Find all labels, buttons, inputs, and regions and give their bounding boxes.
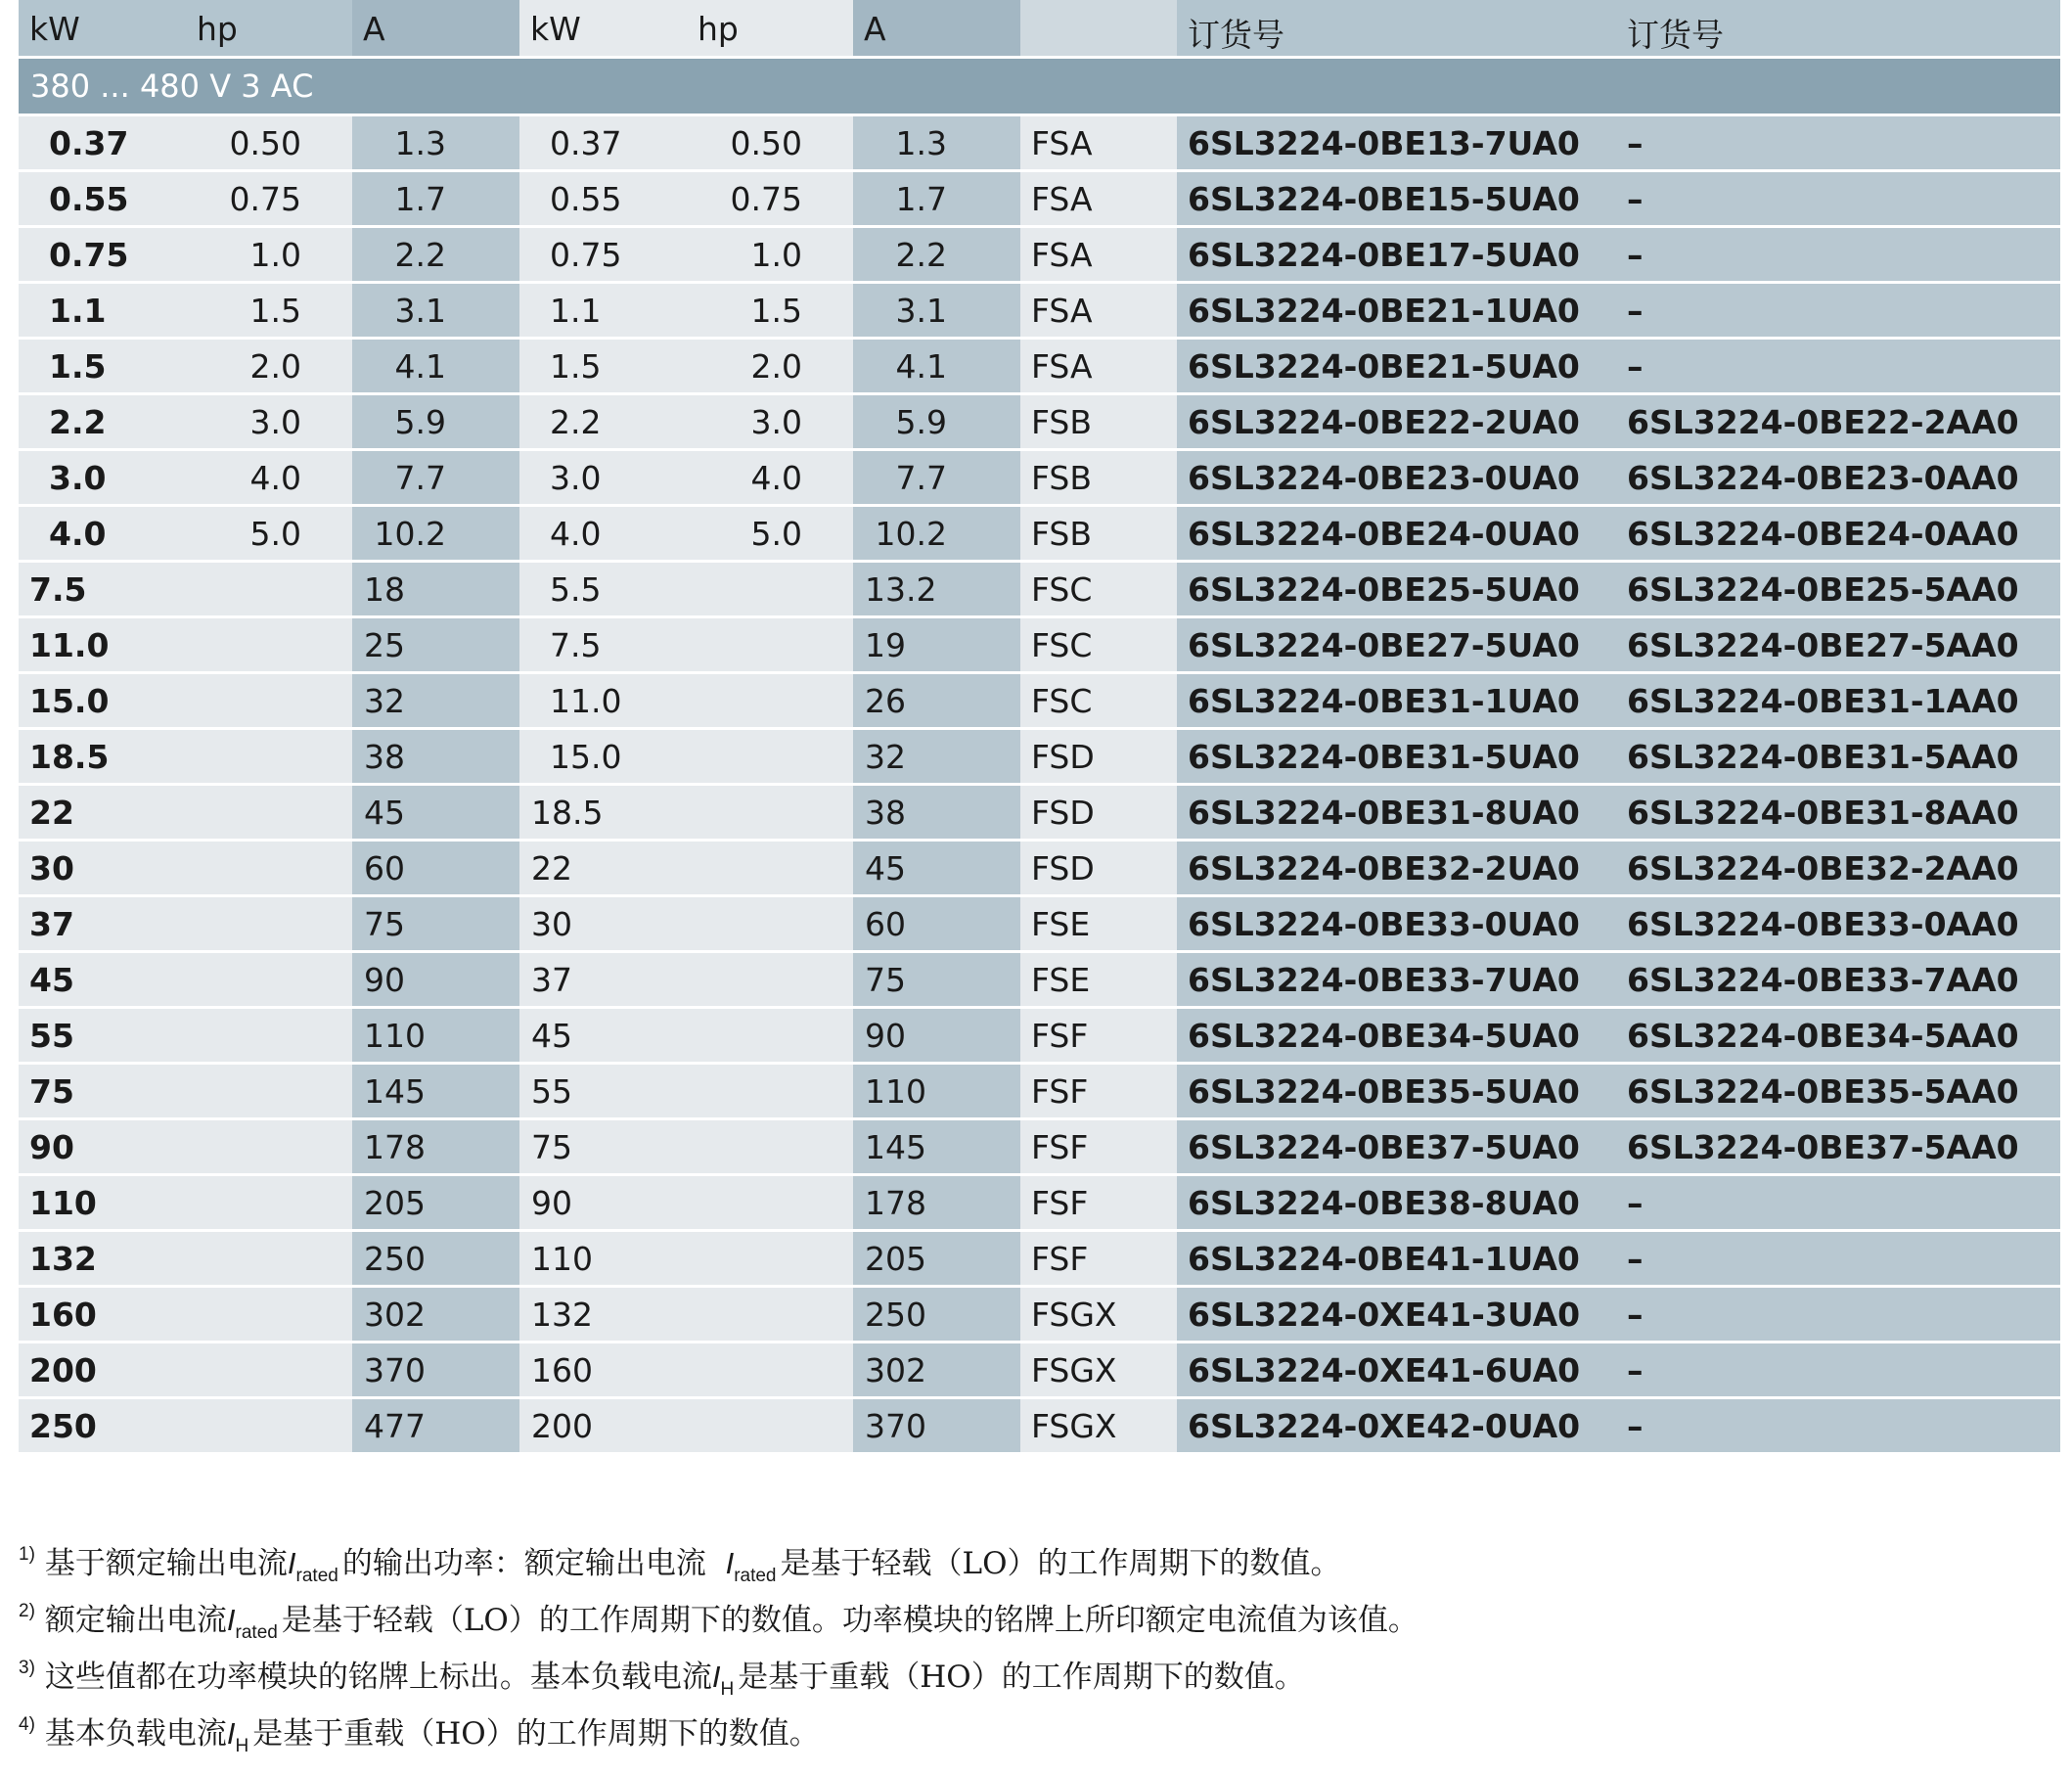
frame-size: FSB xyxy=(1020,506,1177,562)
frame-size: FSGX xyxy=(1020,1287,1177,1343)
current-lo: 2.2 xyxy=(352,227,519,283)
footnote-text: 基于额定输出电流 xyxy=(44,1546,288,1581)
header-hp-ho: hp xyxy=(687,0,853,58)
power-hp-lo xyxy=(186,1064,352,1119)
order-number-2: – xyxy=(1616,1343,2060,1398)
table-row xyxy=(19,1398,2060,1454)
power-hp-ho xyxy=(687,1175,853,1231)
power-hp-lo xyxy=(186,1343,352,1398)
header-kw-ho: kW xyxy=(519,0,687,58)
footnote-text: 的输出功率：额定输出电流 xyxy=(341,1546,706,1581)
current-ho: 60 xyxy=(853,896,1020,952)
power-hp-lo: 5.0 xyxy=(186,506,352,562)
order-number-1: 6SL3224-0BE31-5UA0 xyxy=(1177,729,1616,785)
current-lo: 10.2 xyxy=(352,506,519,562)
power-hp-ho xyxy=(687,1343,853,1398)
header-a-lo: A xyxy=(352,0,519,58)
power-hp-lo xyxy=(186,952,352,1008)
frame-size: FSD xyxy=(1020,841,1177,896)
current-lo: 18 xyxy=(352,562,519,617)
power-hp-ho: 0.75 xyxy=(687,171,853,227)
power-kw-lo: 7.5 xyxy=(19,562,186,617)
power-kw-lo: 90 xyxy=(19,1119,186,1175)
table-row xyxy=(19,952,2060,1008)
current-lo: 90 xyxy=(352,952,519,1008)
frame-size: FSE xyxy=(1020,896,1177,952)
header-hp-lo: hp xyxy=(186,0,352,58)
current-lo: 178 xyxy=(352,1119,519,1175)
current-symbol: I xyxy=(226,1716,236,1751)
table-row xyxy=(19,1008,2060,1064)
power-hp-lo: 0.50 xyxy=(186,115,352,171)
table-row xyxy=(19,450,2060,506)
footnote-1 xyxy=(19,1526,2053,1586)
power-kw-ho: 4.0 xyxy=(519,506,687,562)
footnote-marker: 3) xyxy=(19,1658,35,1678)
frame-size: FSE xyxy=(1020,952,1177,1008)
spec-table-container xyxy=(19,0,2060,1455)
power-hp-ho xyxy=(687,617,853,673)
current-ho: 1.3 xyxy=(853,115,1020,171)
current-lo: 205 xyxy=(352,1175,519,1231)
table-row xyxy=(19,339,2060,394)
order-number-1: 6SL3224-0BE31-1UA0 xyxy=(1177,673,1616,729)
power-kw-ho: 110 xyxy=(519,1231,687,1287)
order-number-1: 6SL3224-0BE33-7UA0 xyxy=(1177,952,1616,1008)
power-hp-lo xyxy=(186,1175,352,1231)
current-lo: 60 xyxy=(352,841,519,896)
order-number-2: 6SL3224-0BE24-0AA0 xyxy=(1616,506,2060,562)
current-ho: 75 xyxy=(853,952,1020,1008)
power-hp-ho: 4.0 xyxy=(687,450,853,506)
section-row xyxy=(19,58,2060,115)
power-kw-lo: 1.1 xyxy=(19,283,186,339)
footnote-text: 额定输出电流 xyxy=(44,1603,227,1638)
power-hp-ho xyxy=(687,785,853,841)
order-number-1: 6SL3224-0BE31-8UA0 xyxy=(1177,785,1616,841)
power-kw-lo: 132 xyxy=(19,1231,186,1287)
order-number-2: 6SL3224-0BE33-0AA0 xyxy=(1616,896,2060,952)
current-ho: 26 xyxy=(853,673,1020,729)
power-kw-ho: 7.5 xyxy=(519,617,687,673)
order-number-1: 6SL3224-0BE37-5UA0 xyxy=(1177,1119,1616,1175)
footnote-text: 是基于重载（HO）的工作周期下的数值。 xyxy=(252,1716,820,1752)
current-lo: 75 xyxy=(352,896,519,952)
order-number-1: 6SL3224-0BE32-2UA0 xyxy=(1177,841,1616,896)
power-hp-ho xyxy=(687,1231,853,1287)
power-hp-lo: 1.5 xyxy=(186,283,352,339)
power-kw-ho: 30 xyxy=(519,896,687,952)
order-number-2: – xyxy=(1616,171,2060,227)
current-lo: 145 xyxy=(352,1064,519,1119)
power-kw-ho: 18.5 xyxy=(519,785,687,841)
power-kw-ho: 2.2 xyxy=(519,394,687,450)
power-hp-ho: 1.5 xyxy=(687,283,853,339)
power-kw-lo: 0.55 xyxy=(19,171,186,227)
footnote-text: 基本负载电流 xyxy=(44,1716,227,1752)
order-number-1: 6SL3224-0BE38-8UA0 xyxy=(1177,1175,1616,1231)
table-row xyxy=(19,227,2060,283)
power-kw-ho: 55 xyxy=(519,1064,687,1119)
order-number-2: 6SL3224-0BE31-8AA0 xyxy=(1616,785,2060,841)
current-lo: 370 xyxy=(352,1343,519,1398)
current-ho: 7.7 xyxy=(853,450,1020,506)
power-kw-ho: 37 xyxy=(519,952,687,1008)
order-number-1: 6SL3224-0XE41-3UA0 xyxy=(1177,1287,1616,1343)
current-lo: 110 xyxy=(352,1008,519,1064)
power-hp-lo: 1.0 xyxy=(186,227,352,283)
table-header-row xyxy=(19,0,2060,58)
power-hp-lo: 0.75 xyxy=(186,171,352,227)
current-ho: 32 xyxy=(853,729,1020,785)
table-row xyxy=(19,785,2060,841)
power-hp-ho: 1.0 xyxy=(687,227,853,283)
power-hp-lo xyxy=(186,1008,352,1064)
power-kw-lo: 2.2 xyxy=(19,394,186,450)
table-row xyxy=(19,1287,2060,1343)
order-number-2: 6SL3224-0BE23-0AA0 xyxy=(1616,450,2060,506)
power-hp-ho xyxy=(687,1398,853,1454)
power-module-table xyxy=(19,0,2060,1455)
current-subscript: rated xyxy=(235,1622,278,1643)
table-row xyxy=(19,562,2060,617)
footnote-text: 是基于轻载（LO）的工作周期下的数值。 xyxy=(780,1546,1341,1581)
footnote-marker: 4) xyxy=(19,1714,35,1735)
current-ho: 110 xyxy=(853,1064,1020,1119)
order-number-1: 6SL3224-0BE15-5UA0 xyxy=(1177,171,1616,227)
current-lo: 250 xyxy=(352,1231,519,1287)
power-kw-ho: 0.37 xyxy=(519,115,687,171)
power-kw-ho: 160 xyxy=(519,1343,687,1398)
order-number-1: 6SL3224-0BE33-0UA0 xyxy=(1177,896,1616,952)
power-kw-lo: 75 xyxy=(19,1064,186,1119)
current-ho: 5.9 xyxy=(853,394,1020,450)
current-ho: 178 xyxy=(853,1175,1020,1231)
footnote-4 xyxy=(19,1697,2053,1756)
current-lo: 4.1 xyxy=(352,339,519,394)
power-kw-ho: 3.0 xyxy=(519,450,687,506)
power-kw-ho: 1.1 xyxy=(519,283,687,339)
current-lo: 302 xyxy=(352,1287,519,1343)
frame-size: FSC xyxy=(1020,562,1177,617)
current-subscript: H xyxy=(235,1736,249,1756)
order-number-2: 6SL3224-0BE35-5AA0 xyxy=(1616,1064,2060,1119)
current-ho: 90 xyxy=(853,1008,1020,1064)
order-number-2: – xyxy=(1616,227,2060,283)
table-row xyxy=(19,394,2060,450)
table-row xyxy=(19,283,2060,339)
current-ho: 145 xyxy=(853,1119,1020,1175)
frame-size: FSGX xyxy=(1020,1398,1177,1454)
order-number-2: 6SL3224-0BE31-1AA0 xyxy=(1616,673,2060,729)
frame-size: FSD xyxy=(1020,785,1177,841)
order-number-2: 6SL3224-0BE37-5AA0 xyxy=(1616,1119,2060,1175)
power-hp-lo: 4.0 xyxy=(186,450,352,506)
order-number-1: 6SL3224-0BE24-0UA0 xyxy=(1177,506,1616,562)
current-lo: 477 xyxy=(352,1398,519,1454)
footnotes xyxy=(19,1526,2053,1756)
footnote-marker: 1) xyxy=(19,1544,35,1565)
frame-size: FSA xyxy=(1020,227,1177,283)
power-hp-ho xyxy=(687,562,853,617)
power-hp-ho xyxy=(687,952,853,1008)
power-hp-ho xyxy=(687,729,853,785)
order-number-1: 6SL3224-0XE42-0UA0 xyxy=(1177,1398,1616,1454)
power-hp-lo xyxy=(186,1231,352,1287)
frame-size: FSF xyxy=(1020,1231,1177,1287)
power-kw-lo: 160 xyxy=(19,1287,186,1343)
order-number-2: 6SL3224-0BE33-7AA0 xyxy=(1616,952,2060,1008)
power-kw-ho: 1.5 xyxy=(519,339,687,394)
order-number-1: 6SL3224-0BE41-1UA0 xyxy=(1177,1231,1616,1287)
footnote-text: 是基于重载（HO）的工作周期下的数值。 xyxy=(738,1660,1305,1695)
current-lo: 32 xyxy=(352,673,519,729)
table-row xyxy=(19,1064,2060,1119)
footnote-marker: 2) xyxy=(19,1601,35,1621)
order-number-2: – xyxy=(1616,1287,2060,1343)
power-kw-ho: 15.0 xyxy=(519,729,687,785)
power-kw-lo: 18.5 xyxy=(19,729,186,785)
power-hp-lo: 2.0 xyxy=(186,339,352,394)
table-row xyxy=(19,115,2060,171)
footnote-text: 是基于轻载（LO）的工作周期下的数值。功率模块的铭牌上所印额定电流值为该值。 xyxy=(281,1603,1419,1638)
order-number-2: 6SL3224-0BE27-5AA0 xyxy=(1616,617,2060,673)
footnote-3 xyxy=(19,1640,2053,1700)
current-symbol: I xyxy=(725,1546,735,1580)
current-ho: 370 xyxy=(853,1398,1020,1454)
order-number-1: 6SL3224-0BE35-5UA0 xyxy=(1177,1064,1616,1119)
current-ho: 2.2 xyxy=(853,227,1020,283)
power-kw-lo: 0.75 xyxy=(19,227,186,283)
order-number-1: 6SL3224-0BE13-7UA0 xyxy=(1177,115,1616,171)
power-kw-lo: 200 xyxy=(19,1343,186,1398)
current-ho: 13.2 xyxy=(853,562,1020,617)
power-hp-ho xyxy=(687,1119,853,1175)
power-hp-lo: 3.0 xyxy=(186,394,352,450)
order-number-1: 6SL3224-0BE21-1UA0 xyxy=(1177,283,1616,339)
current-subscript: rated xyxy=(295,1566,338,1586)
current-ho: 10.2 xyxy=(853,506,1020,562)
table-row xyxy=(19,617,2060,673)
order-number-1: 6SL3224-0BE21-5UA0 xyxy=(1177,339,1616,394)
power-kw-lo: 37 xyxy=(19,896,186,952)
order-number-1: 6SL3224-0XE41-6UA0 xyxy=(1177,1343,1616,1398)
current-symbol: I xyxy=(226,1603,236,1637)
power-kw-lo: 1.5 xyxy=(19,339,186,394)
power-kw-ho: 5.5 xyxy=(519,562,687,617)
frame-size: FSC xyxy=(1020,673,1177,729)
power-kw-lo: 55 xyxy=(19,1008,186,1064)
power-hp-lo xyxy=(186,1398,352,1454)
current-ho: 4.1 xyxy=(853,339,1020,394)
power-hp-ho: 3.0 xyxy=(687,394,853,450)
power-kw-ho: 22 xyxy=(519,841,687,896)
power-kw-ho: 90 xyxy=(519,1175,687,1231)
power-kw-ho: 200 xyxy=(519,1398,687,1454)
order-number-2: 6SL3224-0BE31-5AA0 xyxy=(1616,729,2060,785)
header-kw-lo: kW xyxy=(19,0,186,58)
frame-size: FSC xyxy=(1020,617,1177,673)
power-kw-ho: 132 xyxy=(519,1287,687,1343)
power-kw-lo: 3.0 xyxy=(19,450,186,506)
current-ho: 45 xyxy=(853,841,1020,896)
power-kw-lo: 15.0 xyxy=(19,673,186,729)
frame-size: FSF xyxy=(1020,1119,1177,1175)
power-kw-lo: 250 xyxy=(19,1398,186,1454)
power-hp-ho xyxy=(687,896,853,952)
current-subscript: H xyxy=(720,1679,735,1700)
order-number-2: 6SL3224-0BE32-2AA0 xyxy=(1616,841,2060,896)
power-hp-ho xyxy=(687,1287,853,1343)
power-hp-lo xyxy=(186,617,352,673)
power-kw-lo: 22 xyxy=(19,785,186,841)
table-row xyxy=(19,896,2060,952)
order-number-2: 6SL3224-0BE34-5AA0 xyxy=(1616,1008,2060,1064)
power-hp-lo xyxy=(186,673,352,729)
order-number-2: 6SL3224-0BE25-5AA0 xyxy=(1616,562,2060,617)
power-kw-lo: 45 xyxy=(19,952,186,1008)
order-number-1: 6SL3224-0BE27-5UA0 xyxy=(1177,617,1616,673)
power-kw-lo: 110 xyxy=(19,1175,186,1231)
order-number-2: – xyxy=(1616,115,2060,171)
power-hp-ho: 0.50 xyxy=(687,115,853,171)
current-lo: 1.3 xyxy=(352,115,519,171)
power-kw-ho: 0.55 xyxy=(519,171,687,227)
power-hp-ho xyxy=(687,841,853,896)
power-hp-ho: 5.0 xyxy=(687,506,853,562)
current-ho: 38 xyxy=(853,785,1020,841)
current-lo: 25 xyxy=(352,617,519,673)
current-lo: 5.9 xyxy=(352,394,519,450)
current-lo: 3.1 xyxy=(352,283,519,339)
power-hp-lo xyxy=(186,1287,352,1343)
power-hp-lo xyxy=(186,562,352,617)
table-row xyxy=(19,1231,2060,1287)
frame-size: FSA xyxy=(1020,339,1177,394)
power-kw-ho: 0.75 xyxy=(519,227,687,283)
current-subscript: rated xyxy=(734,1566,777,1586)
order-number-2: – xyxy=(1616,1231,2060,1287)
table-row xyxy=(19,841,2060,896)
order-number-2: – xyxy=(1616,1398,2060,1454)
frame-size: FSF xyxy=(1020,1175,1177,1231)
order-number-1: 6SL3224-0BE23-0UA0 xyxy=(1177,450,1616,506)
current-lo: 38 xyxy=(352,729,519,785)
power-hp-ho: 2.0 xyxy=(687,339,853,394)
current-symbol: I xyxy=(711,1660,721,1694)
current-ho: 3.1 xyxy=(853,283,1020,339)
table-row xyxy=(19,673,2060,729)
power-kw-ho: 75 xyxy=(519,1119,687,1175)
power-hp-ho xyxy=(687,1064,853,1119)
order-number-1: 6SL3224-0BE17-5UA0 xyxy=(1177,227,1616,283)
power-kw-lo: 11.0 xyxy=(19,617,186,673)
current-lo: 1.7 xyxy=(352,171,519,227)
order-number-1: 6SL3224-0BE22-2UA0 xyxy=(1177,394,1616,450)
current-ho: 19 xyxy=(853,617,1020,673)
power-hp-lo xyxy=(186,785,352,841)
current-ho: 302 xyxy=(853,1343,1020,1398)
table-row xyxy=(19,1343,2060,1398)
frame-size: FSF xyxy=(1020,1008,1177,1064)
header-a-ho: A xyxy=(853,0,1020,58)
current-symbol: I xyxy=(287,1546,296,1580)
table-row xyxy=(19,1119,2060,1175)
frame-size: FSB xyxy=(1020,394,1177,450)
power-hp-lo xyxy=(186,1119,352,1175)
current-lo: 45 xyxy=(352,785,519,841)
frame-size: FSD xyxy=(1020,729,1177,785)
footnote-2 xyxy=(19,1583,2053,1643)
table-row xyxy=(19,171,2060,227)
frame-size: FSA xyxy=(1020,283,1177,339)
frame-size: FSA xyxy=(1020,115,1177,171)
power-hp-ho xyxy=(687,1008,853,1064)
power-hp-lo xyxy=(186,896,352,952)
frame-size: FSB xyxy=(1020,450,1177,506)
power-hp-ho xyxy=(687,673,853,729)
current-ho: 205 xyxy=(853,1231,1020,1287)
power-kw-ho: 11.0 xyxy=(519,673,687,729)
header-frame-size xyxy=(1020,0,1177,58)
power-kw-lo: 4.0 xyxy=(19,506,186,562)
power-kw-ho: 45 xyxy=(519,1008,687,1064)
header-order-number-2: 订货号 xyxy=(1616,0,2060,58)
current-ho: 1.7 xyxy=(853,171,1020,227)
frame-size: FSA xyxy=(1020,171,1177,227)
frame-size: FSGX xyxy=(1020,1343,1177,1398)
order-number-1: 6SL3224-0BE25-5UA0 xyxy=(1177,562,1616,617)
order-number-2: 6SL3224-0BE22-2AA0 xyxy=(1616,394,2060,450)
order-number-1: 6SL3224-0BE34-5UA0 xyxy=(1177,1008,1616,1064)
current-lo: 7.7 xyxy=(352,450,519,506)
table-row xyxy=(19,729,2060,785)
power-kw-lo: 30 xyxy=(19,841,186,896)
order-number-2: – xyxy=(1616,339,2060,394)
order-number-2: – xyxy=(1616,1175,2060,1231)
power-hp-lo xyxy=(186,729,352,785)
table-row xyxy=(19,506,2060,562)
frame-size: FSF xyxy=(1020,1064,1177,1119)
power-hp-lo xyxy=(186,841,352,896)
table-row xyxy=(19,1175,2060,1231)
header-order-number-1: 订货号 xyxy=(1177,0,1616,58)
power-kw-lo: 0.37 xyxy=(19,115,186,171)
footnote-text: 这些值都在功率模块的铭牌上标出。基本负载电流 xyxy=(44,1660,712,1695)
order-number-2: – xyxy=(1616,283,2060,339)
section-label: 380 ... 480 V 3 AC xyxy=(19,58,2060,115)
current-ho: 250 xyxy=(853,1287,1020,1343)
